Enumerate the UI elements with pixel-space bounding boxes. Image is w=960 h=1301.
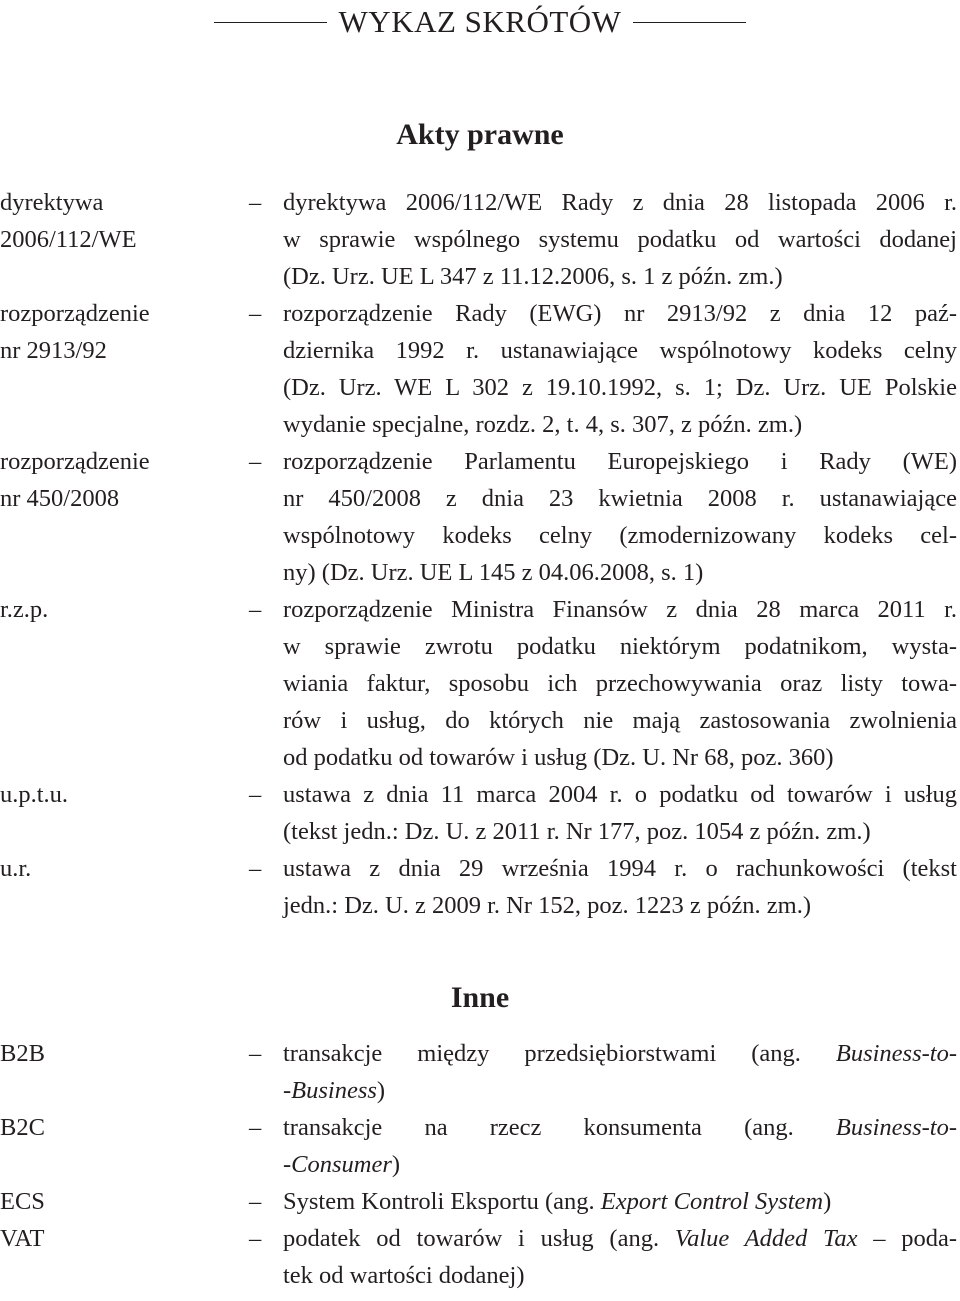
definition-line: rozporządzenie Ministra Finansów z dnia 28 marca 2011 r.	[283, 596, 957, 623]
definition-line: dyrektywa 2006/112/WE Rady z dnia 28 listopada 2006 r.	[283, 189, 957, 216]
abbreviation-definition	[283, 295, 957, 443]
entry-dash: –	[249, 300, 262, 327]
definition-line: (tekst jedn.: Dz. U. z 2011 r. Nr 177, poz. 1054 z późn. zm.)	[283, 818, 871, 845]
abbreviation-entry	[0, 1035, 960, 1109]
abbreviation-definition	[283, 1035, 957, 1109]
definition-line: tek od wartości dodanej)	[283, 1262, 525, 1289]
title-rule-left	[214, 22, 327, 23]
definition-line: nr 450/2008 z dnia 23 kwietnia 2008 r. ustanawiające	[283, 485, 957, 512]
entry-dash: –	[249, 189, 262, 216]
abbreviation-definition	[283, 1220, 957, 1294]
definition-line: transakcje między przedsiębiorstwami (ang. Business-to-	[283, 1040, 957, 1067]
abbreviation-definition	[283, 776, 957, 850]
abbreviation-entry	[0, 776, 960, 850]
abbreviation-definition	[283, 1109, 957, 1183]
title-rule-right	[633, 22, 746, 23]
definition-line: -Consumer)	[283, 1151, 401, 1178]
definition-line: wspólnotowy kodeks celny (zmodernizowany kodeks cel-	[283, 522, 957, 549]
definition-line: rozporządzenie Parlamentu Europejskiego i Rady (WE)	[283, 448, 957, 475]
abbreviation-term: dyrektywa 2006/112/WE	[0, 189, 137, 253]
definition-line: dziernika 1992 r. ustanawiające wspólnotowy kodeks celny	[283, 337, 957, 364]
abbreviation-definition	[283, 1183, 957, 1220]
definition-line: jedn.: Dz. U. z 2009 r. Nr 152, poz. 1223 z późn. zm.)	[283, 892, 811, 919]
definition-line: ustawa z dnia 29 września 1994 r. o rachunkowości (tekst	[283, 855, 957, 882]
abbreviation-entry	[0, 443, 960, 591]
section-heading-inne: Inne	[450, 981, 510, 1014]
definition-line: wiania faktur, sposobu ich przechowywania oraz listy towa-	[283, 670, 957, 697]
abbreviation-term: r.z.p.	[0, 596, 49, 623]
page-title	[0, 2, 960, 42]
entry-dash: –	[249, 1114, 262, 1141]
abbreviation-entry	[0, 591, 960, 776]
abbreviation-term: ECS	[0, 1188, 45, 1215]
definition-line: System Kontroli Eksportu (ang. Export Control System)	[283, 1188, 832, 1215]
abbreviation-term: VAT	[0, 1225, 45, 1252]
definition-line: transakcje na rzecz konsumenta (ang. Business-to-	[283, 1114, 957, 1141]
abbreviation-term: u.p.t.u.	[0, 781, 69, 808]
definition-line: ny) (Dz. Urz. UE L 145 z 04.06.2008, s. 1)	[283, 559, 704, 586]
entry-dash: –	[249, 1225, 262, 1252]
definition-line: podatek od towarów i usług (ang. Value Added Tax – poda-	[283, 1225, 957, 1252]
entry-dash: –	[249, 781, 262, 808]
abbreviation-entry	[0, 1109, 960, 1183]
entries-akty-prawne	[0, 184, 960, 924]
abbreviation-definition	[283, 443, 957, 591]
definition-line: (Dz. Urz. WE L 302 z 19.10.1992, s. 1; Dz. Urz. UE Polskie	[283, 374, 957, 401]
entry-dash: –	[249, 1188, 262, 1215]
abbreviation-term: B2C	[0, 1114, 45, 1141]
abbreviation-definition	[283, 850, 957, 924]
abbreviation-entry	[0, 1183, 960, 1220]
entry-dash: –	[249, 448, 262, 475]
abbreviation-term: rozporządzenie nr 450/2008	[0, 448, 150, 512]
abbreviation-definition	[283, 591, 957, 776]
definition-line: w sprawie zwrotu podatku niektórym podatnikom, wysta-	[283, 633, 957, 660]
definition-line: rów i usług, do których nie mają zastosowania zwolnienia	[283, 707, 957, 734]
entry-dash: –	[249, 1040, 262, 1067]
abbreviation-entry	[0, 184, 960, 295]
definition-line: (Dz. Urz. UE L 347 z 11.12.2006, s. 1 z późn. zm.)	[283, 263, 783, 290]
definition-line: od podatku od towarów i usług (Dz. U. Nr 68, poz. 360)	[283, 744, 834, 771]
abbreviation-entry	[0, 850, 960, 924]
abbreviation-term: rozporządzenie nr 2913/92	[0, 300, 150, 364]
abbreviation-term: B2B	[0, 1040, 45, 1067]
abbreviation-definition	[283, 184, 957, 295]
entry-dash: –	[249, 855, 262, 882]
entry-dash: –	[249, 596, 262, 623]
definition-line: ustawa z dnia 11 marca 2004 r. o podatku od towarów i usług	[283, 781, 957, 808]
abbreviation-entry	[0, 1220, 960, 1294]
abbreviation-term: u.r.	[0, 855, 32, 882]
definition-line: wydanie specjalne, rozdz. 2, t. 4, s. 307, z późn. zm.)	[283, 411, 803, 438]
section-heading-akty-prawne: Akty prawne	[396, 118, 564, 151]
definition-line: rozporządzenie Rady (EWG) nr 2913/92 z dnia 12 paź-	[283, 300, 957, 327]
entries-inne	[0, 1035, 960, 1294]
definition-line: w sprawie wspólnego systemu podatku od wartości dodanej	[283, 226, 957, 253]
definition-line: -Business)	[283, 1077, 386, 1104]
abbreviation-entry	[0, 295, 960, 443]
title-text: WYKAZ SKRÓTÓW	[338, 4, 622, 39]
